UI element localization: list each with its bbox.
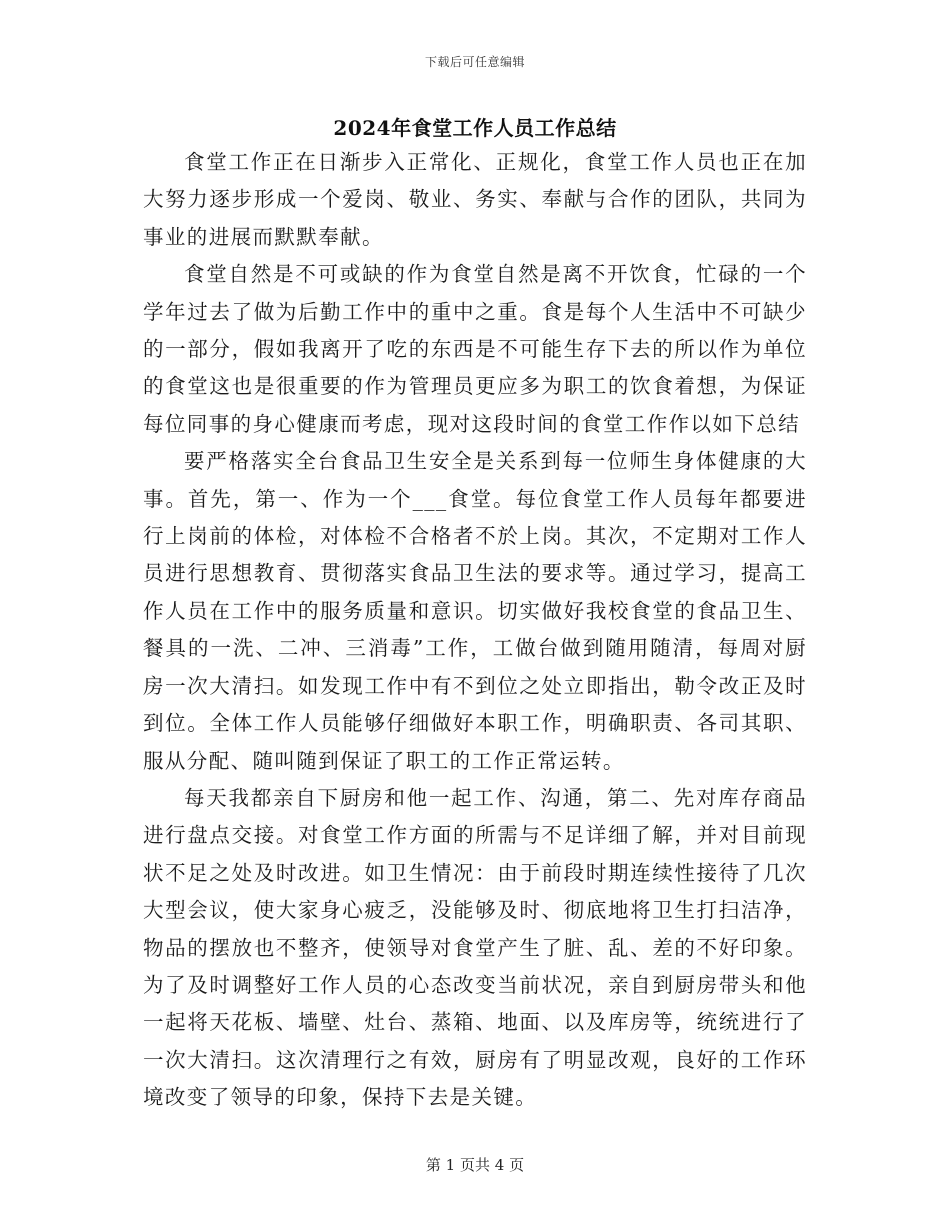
paragraph-3: 要严格落实全台食品卫生安全是关系到每一位师生身体健康的大事。首先，第一、作为一个___食堂。每位食堂工作人员每年都要进行上岗前的体检，对体检不合格者不於上岗。其次，不定期对工作人员进行思想教育、贯彻落实食品卫生法的要求等。通过学习，提高工作人员在工作中的服务质量和意识。切实做好我校食堂的食品卫生、餐具的一洗、二冲、三消毒”工作，工做台做到随用随清，每周对厨房一次大清扫。如发现工作中有不到位之处立即指出，勒令改正及时到位。全体工作人员能够仔细做好本职工作，明确职责、各司其职、服从分配、随叫随到保证了职工的工作正常运转。 [143,449,807,773]
paragraph-2: 食堂自然是不可或缺的作为食堂自然是离不开饮食，忙碌的一个学年过去了做为后勤工作中的重中之重。食是每个人生活中不可缺少的一部分，假如我离开了吃的东西是不可能生存下去的所以作为单位的食堂这也是很重要的作为管理员更应多为职工的饮食着想，为保证每位同事的身心健康而考虑，现对这段时间的食堂工作作以如下总结 [143,262,807,436]
document-title: 2024年食堂工作人员工作总结 [333,116,617,140]
header-note: 下载后可任意编辑 [424,55,525,69]
document-body [143,144,807,1117]
page-footer: 第 1 页共 4 页 [425,1156,525,1174]
paragraph-1: 食堂工作正在日渐步入正常化、正规化，食堂工作人员也正在加大努力逐步形成一个爱岗、敬业、务实、奉献与合作的团队，共同为事业的进展而默默奉献。 [143,150,807,249]
paragraph-4: 每天我都亲自下厨房和他一起工作、沟通，第二、先对库存商品进行盘点交接。对食堂工作方面的所需与不足详细了解，并对目前现状不足之处及时改进。如卫生情况：由于前段时期连续性接待了几次大型会议，使大家身心疲乏，没能够及时、彻底地将卫生打扫洁净，物品的摆放也不整齐，使领导对食堂产生了脏、乱、差的不好印象。为了及时调整好工作人员的心态改变当前状况，亲自到厨房带头和他一起将天花板、墙壁、灶台、蒸箱、地面、以及库房等，统统进行了一次大清扫。这次清理行之有效，厨房有了明显改观，良好的工作环境改变了领导的印象，保持下去是关键。 [143,785,807,1110]
